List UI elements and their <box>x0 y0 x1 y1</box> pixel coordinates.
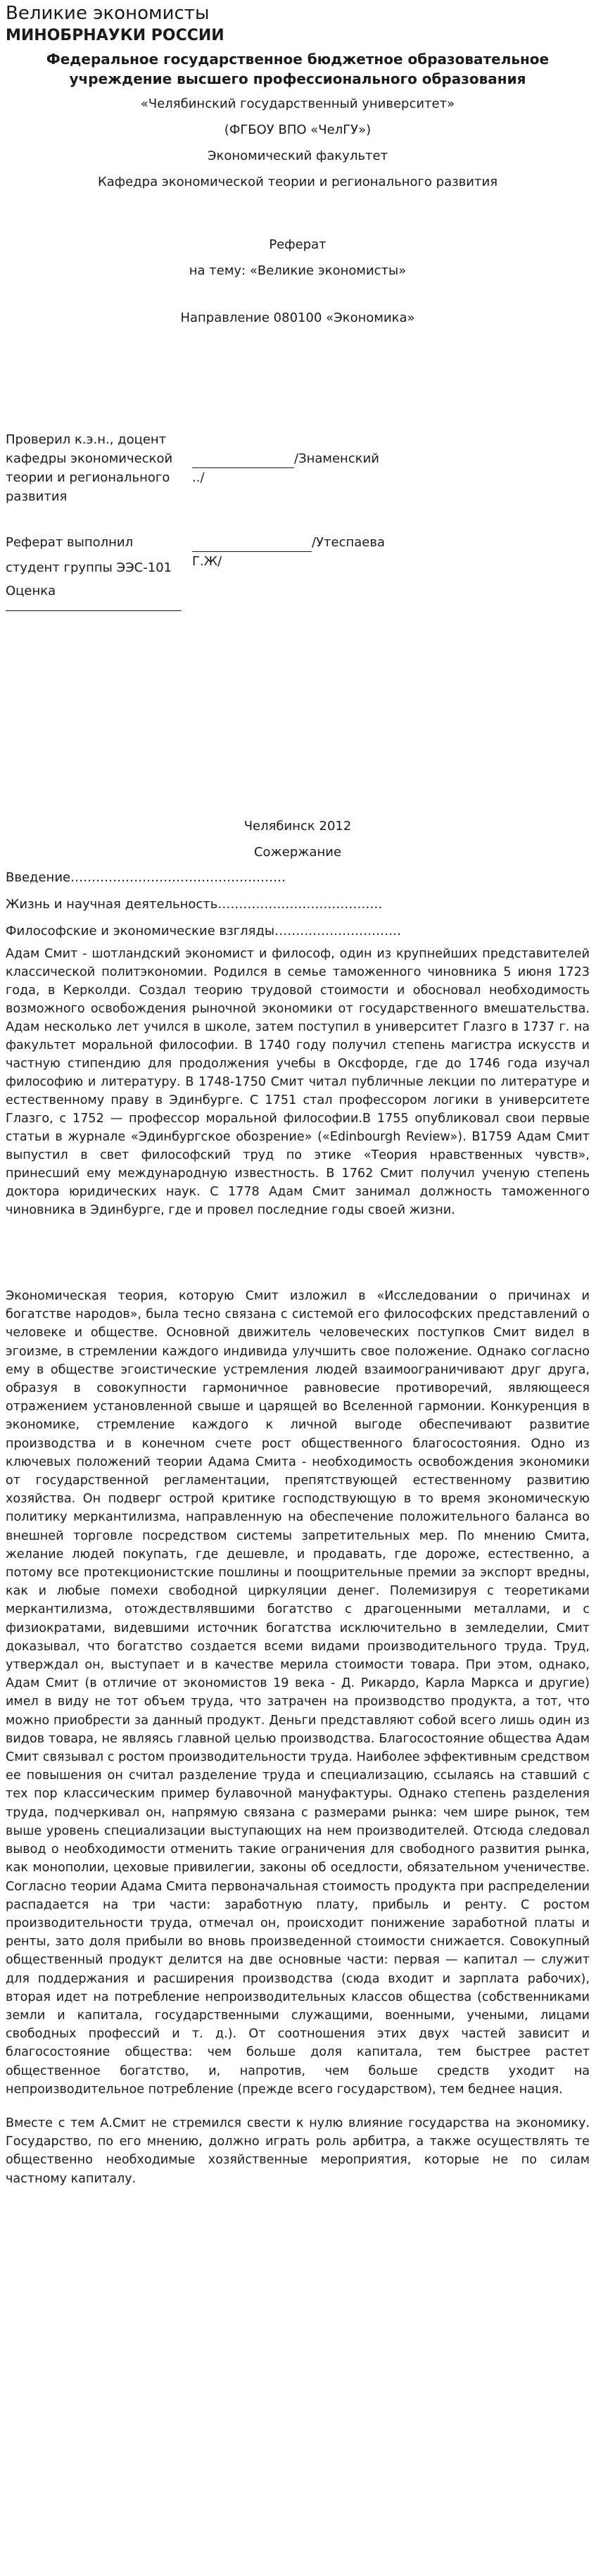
institution-name: Федеральное государственное бюджетное образовательное учреждение высшего профессионального образования <box>46 51 550 87</box>
department-name: Кафедра экономической теории и регионального развития <box>97 175 498 189</box>
author-name: /Утеспаева <box>312 535 386 550</box>
reviewer-initials: ../ <box>192 470 205 485</box>
author-label-line-2: студент группы ЭЭС-101 <box>6 560 172 575</box>
paragraph-economic-theory: Экономическая теория, которую Смит изложил в «Исследовании о причинах и богатстве народов», была тесно связана с системой его философских представлений о человеке и обществе. Основной движитель человеческих поступков Смит видел в эгоизме, в стремлении каждого индивида улучшить свое положение. Однако согласно ему в обществе эгоистические устремления людей взаимоограничивают друг друга, образуя в совокупности гармоничное равновесие противоречий, являющееся отражением установленной свыше и царящей во Вселенной гармонии. Конкуренция в экономике, стремление каждого к личной выгоде обеспечивают развитие производства и в конечном счете рост общественного благосостояния. Одно из ключевых положений теории Адама Смита - необходимость освобождения экономики от государственной регламентации, препятствующей естественному развитию хозяйства. Он подверг острой критике господствующую в то время экономическую политику меркантилизма, направленную на обеспечение положительного баланса во внешней торговле посредством системы запретительных мер. По мнению Смита, желание людей покупать, где дешевле, и продавать, где дороже, естественно, а потому все протекционистские пошлины и поощрительные премии за экспорт вредны, как и любые помехи свободной циркуляции денег. Полемизируя с теоретиками меркантилизма, отождествлявшими богатство с драгоценными металлами, и с физиократами, видевшими источник богатства исключительно в земледелии, Смит доказывал, что богатство создается всеми видами производительного труда. Труд, утверждал он, выступает и в качестве мерила стоимости товара. При этом, однако, Адам Смит (в отличие от экономистов 19 века - Д. Рикардо, Карла Маркса и другие) имел в виду не тот объем труда, что затрачен на производство продукта, а тот, что можно приобрести за данный продукт. Деньги представляют собой всего лишь один из видов товара, не являясь главной целью производства. Благосостояние общества Адам Смит связывал с ростом производительности труда. Наиболее эффективным средством ее повышения он считал разделение труда и специализацию, ссылаясь на ставший с тех пор классическим пример булавочной мануфактуры. Однако степень разделения труда, подчеркивал он, напрямую связана с размерами рынка: чем шире рынок, тем выше уровень специализации выступающих на нем производителей. Отсюда следовал вывод о необходимости отменить такие ограничения для свободного развития рынка, как монополии, цеховые привилегии, законы об оседлости, обязательном ученичестве. Согласно теории Адама Смита первоначальная стоимость продукта при распределении распадается на три части: заработную плату, прибыль и ренту. С ростом производительности труда, отмечал он, происходит понижение заработной платы и ренты, зато доля прибыли во вновь произведенной стоимости снижается. Совокупный общественный продукт делится на две основные части: первая — капитал — служит для поддержания и расширения производства (сюда входит и зарплата рабочих), вторая идет на потребление непроизводительных классов общества (собственниками земли и капитала, государственными служащими, военными, учеными, лицами свободных профессий и т. д.). От соотношения этих двух частей зависит и благосостояние общества: чем больше доля капитала, тем быстрее растет общественное богатство, и, напротив, чем больше средств уходит на непроизводительное потребление (прежде всего государством), тем беднее нация. <box>6 1289 590 2097</box>
university-name: «Челябинский государственный университет» <box>140 96 455 111</box>
ministry-name: МИНОБРНАУКИ РОССИИ <box>6 27 224 44</box>
city-year: Челябинск 2012 <box>243 819 352 834</box>
reviewer-signature-line <box>192 453 294 468</box>
university-abbreviation: (ФГБОУ ВПО «ЧелГУ») <box>224 122 372 137</box>
toc-item-views[interactable]: Философские и экономические взгляды………………………… <box>6 924 402 938</box>
faculty-name: Экономический факультет <box>207 149 388 163</box>
reviewer-label: Проверил к.э.н., доцент кафедры экономической теории и регионального развития <box>6 432 173 504</box>
reviewer-signature-row <box>6 430 590 506</box>
paragraph-biography: Адам Смит - шотландский экономист и философ, один из крупнейших представителей классической политэкономии. Родился в семье таможенного чиновника 5 июня 1723 года, в Керколди. Создал теорию трудовой стоимости и обосновал необходимость возможного освобождения рыночной экономики от государственного вмешательства. Адам несколько лет учился в школе, затем поступил в университет Глазго в 1737 г. на факультет моральной философии. В 1740 году получил степень магистра искусств и частную стипендию для продолжения учебы в Оксфорде, где до 1746 года изучал философию и литературу. В 1748-1750 Смит читал публичные лекции по литературе и естественному праву в Эдинбурге. С 1751 стал профессором логики в университете Глазго, с 1752 — профессор моральной философии.В 1755 опубликовал свои первые статьи в журнале «Эдинбургское обозрение» («Edinbourgh Review»). В1759 Адам Смит выпустил в свет философский труд по этике «Теория нравственных чувств», принесший ему международную известность. В 1762 Смит получил ученую степень доктора юридических наук. С 1778 Адам Смит занимал должность таможенного чиновника в Эдинбурге, где и провел последние годы своей жизни. <box>6 947 590 1217</box>
contents-title: Сожержание <box>253 845 342 860</box>
document-page <box>6 0 590 2188</box>
toc-item-introduction[interactable]: Введение…………………………………………… <box>6 870 286 885</box>
work-type: Реферат <box>269 237 326 252</box>
author-signature-line <box>192 537 312 552</box>
grade-label: Оценка <box>6 584 56 598</box>
work-topic: на тему: «Великие экономисты» <box>189 263 407 278</box>
author-initials: Г.Ж/ <box>192 554 222 569</box>
document-title: Великие экономисты <box>6 3 210 24</box>
paragraph-state-role: Вместе с тем А.Смит не стремился свести к нулю влияние государства на экономику. Государство, по его мнению, должно играть роль арбитра, а также осуществлять те общественно необходимые хозяйственные мероприятия, которые не по силам частному капиталу. <box>6 2116 590 2186</box>
reviewer-name: /Знаменский <box>294 451 379 466</box>
author-signature-row <box>6 533 590 577</box>
toc-item-biography[interactable]: Жизнь и научная деятельность………………………………… <box>6 897 383 912</box>
author-label-line-1: Реферат выполнил <box>6 535 134 550</box>
study-direction: Направление 080100 «Экономика» <box>180 310 415 325</box>
grade-line <box>6 601 182 611</box>
